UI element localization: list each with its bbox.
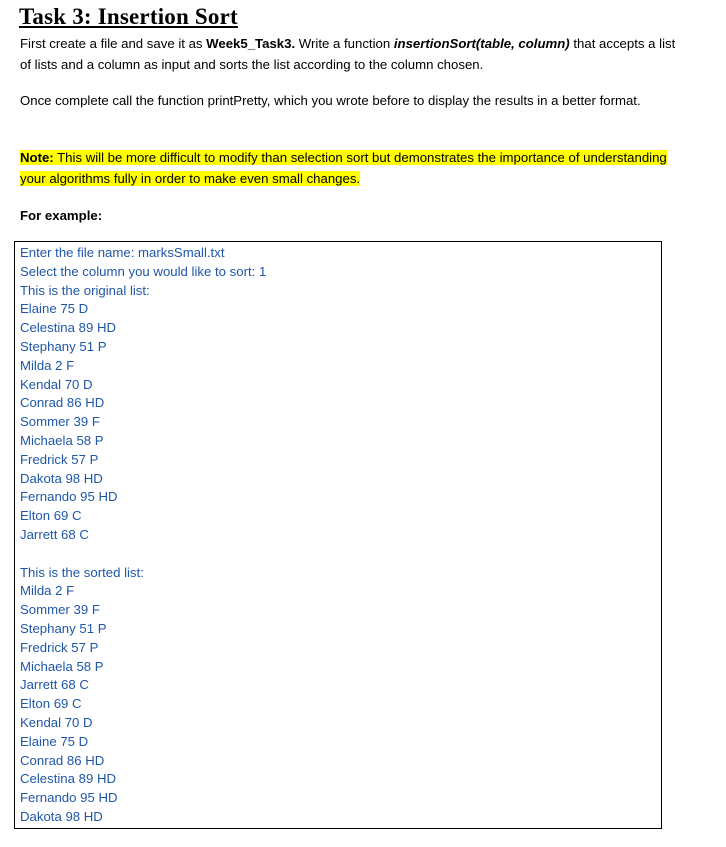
console-line: Fernando 95 HD — [20, 790, 118, 806]
example-label: For example: — [20, 208, 103, 223]
console-line: Michaela 58 P — [20, 432, 104, 448]
console-line: Conrad 86 HD — [20, 395, 105, 411]
console-line: Elton 69 C — [20, 508, 82, 524]
console-line: Kendal 70 D — [20, 376, 93, 392]
console-line: Celestina 89 HD — [20, 771, 117, 787]
console-line: Celestina 89 HD — [20, 320, 117, 336]
console-line: Michaela 58 P — [20, 658, 104, 674]
instructions-text-1: First create a file and save it as — [20, 36, 207, 51]
console-line: Elaine 75 D — [20, 733, 89, 749]
note-text: This will be more difficult to modify than selection sort but demonstrates the importance of understanding your algorithms fully in order to make even small changes. — [20, 150, 667, 186]
console-line: This is the original list: — [20, 282, 150, 298]
console-line: Enter the file name: marksSmall.txt — [20, 245, 225, 260]
console-line: Stephany 51 P — [20, 620, 107, 636]
filename-text: Week5_Task3. — [206, 36, 296, 51]
console-line: Milda 2 F — [20, 583, 75, 599]
example-output-box — [14, 241, 662, 829]
function-signature: insertionSort(table, column) — [393, 36, 570, 51]
note-paragraph — [20, 147, 680, 189]
console-line: Kendal 70 D — [20, 714, 93, 730]
console-line: Select the column you would like to sort: 1 — [20, 263, 267, 279]
console-line: Jarrett 68 C — [20, 526, 89, 542]
instructions-text-3: that accepts a list of lists and a column as input and sorts the list according to the column chosen. — [20, 36, 676, 72]
task-heading: Task 3: Insertion Sort — [19, 4, 238, 29]
console-line: Fredrick 57 P — [20, 639, 99, 655]
console-line: Jarrett 68 C — [20, 677, 89, 693]
note-label: Note: — [20, 150, 54, 165]
console-blank-line — [20, 545, 266, 564]
console-line: Stephany 51 P — [20, 338, 107, 354]
console-line: Elton 69 C — [20, 696, 82, 712]
console-line: This is the sorted list: — [20, 564, 144, 580]
note-highlight — [20, 150, 667, 186]
console-line: Dakota 98 HD — [20, 808, 103, 824]
console-line: Milda 2 F — [20, 357, 75, 373]
console-line: Elaine 75 D — [20, 301, 89, 317]
console-line: Fernando 95 HD — [20, 489, 118, 505]
console-line: Conrad 86 HD — [20, 752, 105, 768]
console-line: Dakota 98 HD — [20, 470, 103, 486]
instructions-paragraph — [20, 33, 680, 75]
print-pretty-paragraph: Once complete call the function printPretty, which you wrote before to display the results in a better format. — [20, 93, 641, 108]
console-line: Sommer 39 F — [20, 602, 100, 618]
console-line: Sommer 39 F — [20, 414, 100, 430]
instructions-text-2: Write a function — [295, 36, 394, 51]
console-output — [20, 244, 266, 827]
console-line: Fredrick 57 P — [20, 451, 99, 467]
